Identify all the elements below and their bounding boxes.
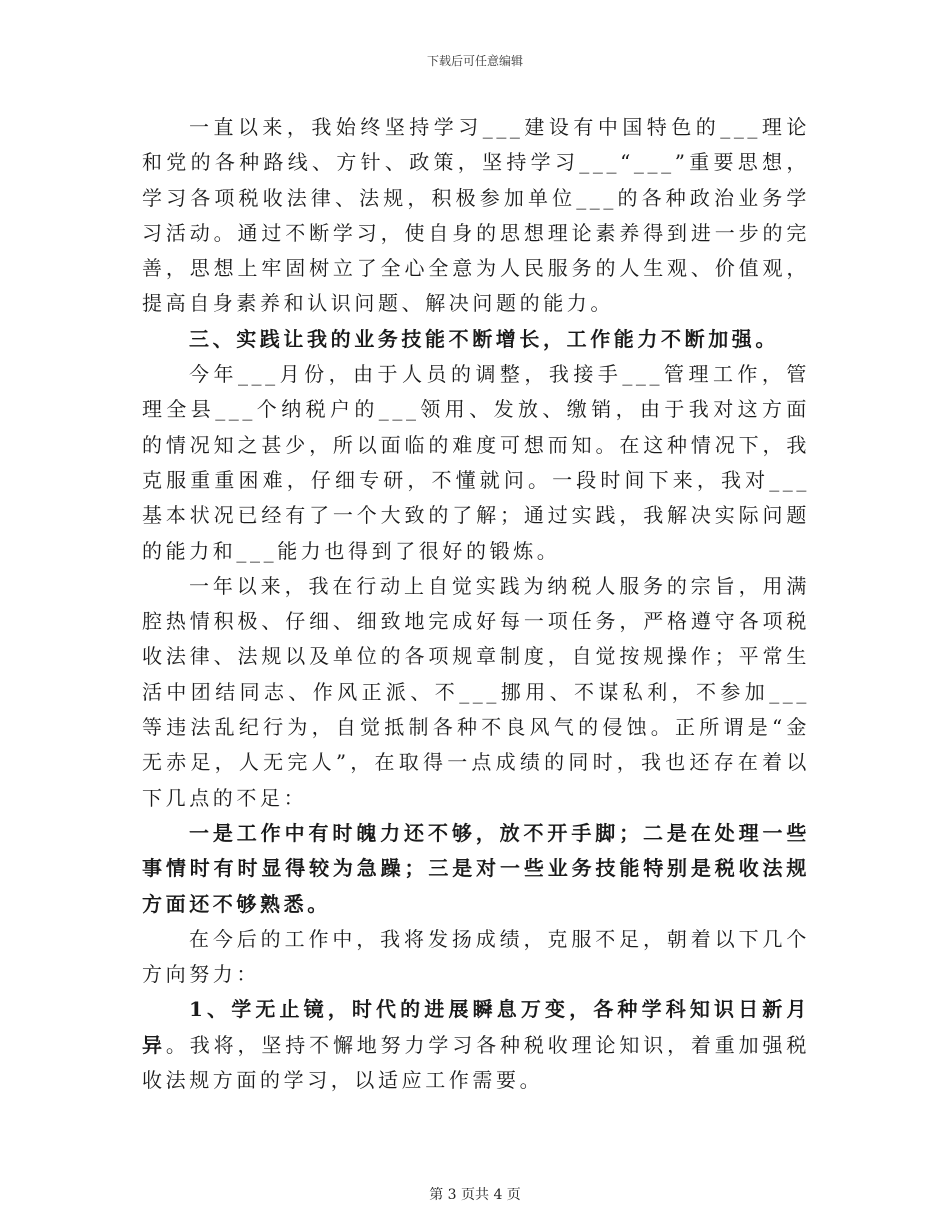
learning-goal-rest: 。我将，坚持不懈地努力学习各种税收理论知识，着重加强税收法规方面的学习，以适应工作需要。 (142, 1032, 810, 1093)
paragraph-management-work: 今年___月份，由于人员的调整，我接手___管理工作，管理全县___个纳税户的___领用、发放、缴销，由于我对这方面的情况知之甚少，所以面临的难度可想而知。在这种情况下，我克服重重困难，仔细专研，不懂就问。一段时间下来，我对___基本状况已经有了一个大致的了解；通过实践，我解决实际问题的能力和___能力也得到了很好的锻炼。 (142, 362, 810, 563)
paragraph-study: 一直以来，我始终坚持学习___建设有中国特色的___理论和党的各种路线、方针、政策，坚持学习___“___”重要思想，学习各项税收法律、法规，积极参加单位___的各种政治业务学习活动。通过不断学习，使自身的思想理论素养得到进一步的完善，思想上牢固树立了全心全意为人民服务的人生观、价值观，提高自身素养和认识问题、解决问题的能力。 (142, 115, 810, 316)
paragraph-future-direction: 在今后的工作中，我将发扬成绩，克服不足，朝着以下几个方向努力： (142, 926, 810, 987)
document-body (142, 110, 810, 1098)
section-heading-practice: 三、实践让我的业务技能不断增长，工作能力不断加强。 (189, 326, 779, 351)
paragraph-year-review: 一年以来，我在行动上自觉实践为纳税人服务的宗旨，用满腔热情积极、仔细、细致地完成好每一项任务，严格遵守各项税收法律、法规以及单位的各项规章制度，自觉按规操作；平常生活中团结同志、作风正派、不___挪用、不谋私利，不参加___等违法乱纪行为，自觉抵制各种不良风气的侵蚀。正所谓是“金无赤足，人无完人”，在取得一点成绩的同时，我也还存在着以下几点的不足： (142, 573, 810, 810)
page-footer: 第 3 页共 4 页 (429, 1187, 521, 1203)
paragraph-shortcomings: 一是工作中有时魄力还不够，放不开手脚；二是在处理一些事情时有时显得较为急躁；三是对一些业务技能特别是税收法规方面还不够熟悉。 (142, 820, 810, 916)
learning-goal-lead: 1、学无止镜，时代的进展瞬息万变，各种学科知识日新月异 (142, 997, 810, 1057)
paragraph-learning-goal (142, 992, 810, 1098)
page-header: 下载后可任意编辑 (426, 54, 523, 68)
